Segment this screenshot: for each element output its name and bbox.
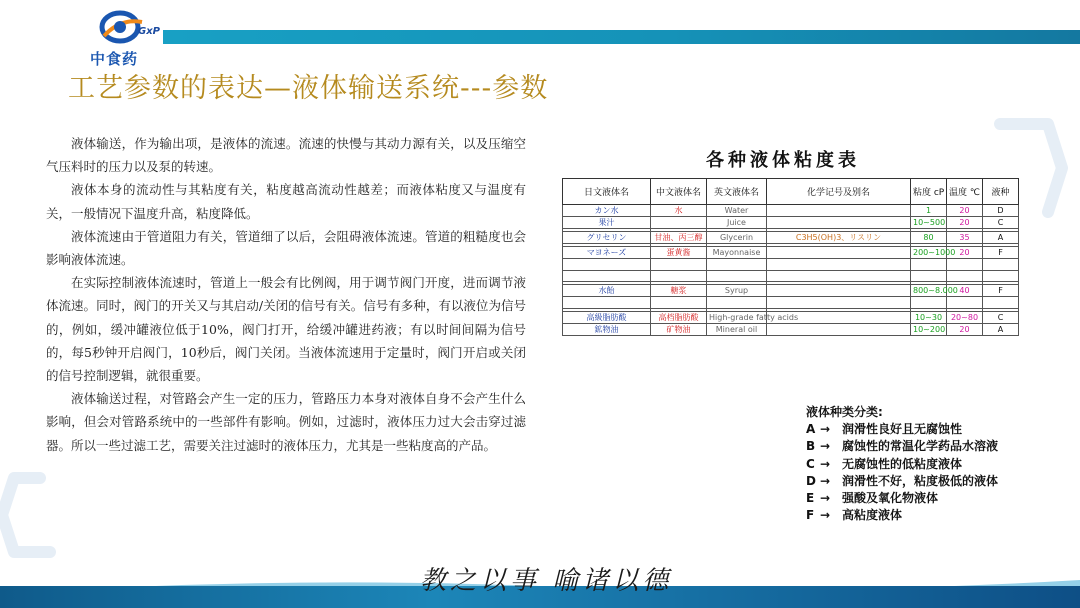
table-cell-kind: F (983, 285, 1019, 297)
arrow-right-icon: → (820, 439, 831, 454)
arrow-right-icon: → (820, 491, 831, 506)
table-cell-kind (983, 270, 1019, 282)
paragraph: 液体本身的流动性与其粘度有关，粘度越高流动性越差；而液体粘度又与温度有关，一般情况下温度升高，粘度降低。 (46, 182, 526, 221)
legend-key: E (806, 491, 815, 506)
table-cell-vis: 1 (911, 205, 947, 217)
table-cell-cn: 糖浆 (651, 285, 707, 297)
table-cell-kind: A (983, 323, 1019, 335)
table-cell-chem (767, 259, 911, 271)
col-header: 液种 (983, 179, 1019, 205)
table-row (563, 247, 1019, 259)
table-cell-cn: 高档脂肪酸 (651, 311, 707, 323)
table-cell-temp (947, 270, 983, 282)
table-cell-kind (983, 259, 1019, 271)
table-cell-en (707, 270, 767, 282)
table-row (563, 323, 1019, 335)
logo-gxp-text: GxP (138, 26, 160, 37)
arrow-right-icon: → (820, 473, 831, 488)
table-cell-chem: C3H5(OH)3、リスリン (767, 232, 911, 244)
legend-desc: 高粘度液体 (842, 508, 903, 523)
table-cell-jp: マヨネーズ (563, 247, 651, 259)
col-header: 温度 ℃ (947, 179, 983, 205)
table-cell-chem (767, 205, 911, 217)
legend-desc: 强酸及氧化物液体 (842, 491, 939, 506)
table-cell-temp: 20 (947, 205, 983, 217)
table-cell-temp (947, 259, 983, 271)
table-cell-en: Juice (707, 217, 767, 229)
legend-item (806, 507, 998, 524)
table-cell-vis: 10~200 (911, 323, 947, 335)
table-cell-jp: 高級脂肪酸 (563, 311, 651, 323)
table-row (563, 232, 1019, 244)
table-cell-kind: F (983, 247, 1019, 259)
table-cell-en: Glycerin (707, 232, 767, 244)
table-cell-temp: 35 (947, 232, 983, 244)
arrow-right-icon: → (820, 456, 831, 471)
legend-key: F (806, 508, 815, 523)
table-row (563, 285, 1019, 297)
table-cell-chem (767, 323, 911, 335)
table-row (563, 297, 1019, 309)
table-cell-cn: 甘油、丙三醇 (651, 232, 707, 244)
legend-desc: 无腐蚀性的低粘度液体 (842, 456, 963, 471)
table-cell-en: Water (707, 205, 767, 217)
paragraph: 在实际控制液体流速时，管道上一般会有比例阀，用于调节阀门开度，进而调节液体流速。同时，阀门的开关又与其启动/关闭的信号有关。信号有多种，有以液位为信号的，例如，缓冲罐液位低于10%，阀门打开，给缓冲罐进药液；有以时间间隔为信号的，每5秒钟开启阀门，10秒后，阀门关闭。当液体流速用于定量时，阀门开启或关闭的信号控制逻辑，就很重要。 (46, 275, 526, 384)
table-cell-kind: D (983, 205, 1019, 217)
table-cell-jp (563, 259, 651, 271)
legend-item (806, 473, 998, 490)
table-cell-jp: グリセリン (563, 232, 651, 244)
table-cell-temp: 20 (947, 323, 983, 335)
table-cell-kind (983, 297, 1019, 309)
table-cell-jp (563, 297, 651, 309)
table-title: 各种液体粘度表 (706, 150, 860, 171)
table-cell-kind: C (983, 217, 1019, 229)
table-cell-en: Mayonnaise (707, 247, 767, 259)
paragraph: 液体输送，作为输出项，是液体的流速。流速的快慢与其动力源有关，以及压缩空气压料时的压力以及泵的转速。 (46, 136, 526, 175)
liquid-type-legend (806, 404, 998, 524)
table-cell-en (707, 259, 767, 271)
table-row (563, 205, 1019, 217)
table-cell-temp (947, 297, 983, 309)
table-cell-temp: 40 (947, 285, 983, 297)
legend-desc: 润滑性不好，粘度极低的液体 (842, 473, 999, 488)
page-title: 工艺参数的表达—液体输送系统---参数 (68, 73, 549, 104)
legend-key: B (806, 439, 816, 454)
table-cell-cn (651, 217, 707, 229)
table-cell-cn (651, 297, 707, 309)
table-cell-chem (767, 297, 911, 309)
col-header: 中文液体名 (651, 179, 707, 205)
table-cell-jp (563, 270, 651, 282)
table-cell-en: Syrup (707, 285, 767, 297)
table-cell-jp: 鉱物油 (563, 323, 651, 335)
table-cell-chem (767, 247, 911, 259)
table-cell-vis: 10~500 (911, 217, 947, 229)
legend-key: A (806, 422, 816, 437)
table-cell-vis (911, 297, 947, 309)
legend-desc: 润滑性良好且无腐蚀性 (842, 422, 963, 437)
table-cell-jp: 水飴 (563, 285, 651, 297)
table-cell-cn: 蛋黄酱 (651, 247, 707, 259)
body-text (46, 132, 526, 457)
table-header-row (563, 179, 1019, 205)
legend-item (806, 421, 998, 438)
table-cell-vis (911, 270, 947, 282)
col-header: 化学记号及别名 (767, 179, 911, 205)
legend-item (806, 456, 998, 473)
table-row (563, 217, 1019, 229)
table-cell-vis: 200~1000 (911, 247, 947, 259)
table-cell-en: High-grade fatty acids (707, 311, 767, 323)
table-cell-chem (767, 270, 911, 282)
legend-desc: 腐蚀性的常温化学药品水溶液 (842, 439, 999, 454)
table-row (563, 259, 1019, 271)
table-cell-kind: C (983, 311, 1019, 323)
table-cell-temp: 20 (947, 217, 983, 229)
table-cell-vis: 80 (911, 232, 947, 244)
paragraph: 液体输送过程，对管路会产生一定的压力，管路压力本身对液体自身不会产生什么影响，但会对管路系统中的一些部件有影响。例如，过滤时，液体压力过大会击穿过滤器。所以一些过滤工艺，需要关注过滤时的液体压力，尤其是一些粘度高的产品。 (46, 391, 526, 453)
legend-key: D (806, 473, 816, 488)
table-cell-cn (651, 270, 707, 282)
paragraph: 液体流速由于管道阻力有关，管道细了以后，会阻碍液体流速。管道的粗糙度也会影响液体流速。 (46, 228, 526, 268)
arrow-right-icon: → (820, 422, 831, 437)
table-cell-chem (767, 285, 911, 297)
table-cell-temp: 20~80 (947, 311, 983, 323)
legend-title: 液体种类分类: (806, 405, 883, 419)
col-header: 英文液体名 (707, 179, 767, 205)
header-bar (163, 30, 1080, 44)
table-row (563, 311, 1019, 323)
table-cell-vis (911, 259, 947, 271)
table-cell-temp: 20 (947, 247, 983, 259)
table-cell-cn (651, 259, 707, 271)
legend-key: C (806, 456, 815, 471)
table-cell-jp: カン水 (563, 205, 651, 217)
table-cell-en: Mineral oil (707, 323, 767, 335)
deco-ring-left-icon (0, 470, 80, 560)
table-cell-vis: 800~8.000 (911, 285, 947, 297)
table-cell-en (707, 297, 767, 309)
viscosity-table (562, 178, 1019, 336)
table-row (563, 270, 1019, 282)
footer-motto: 教之以事 喻诸以德 (420, 566, 673, 596)
legend-item (806, 438, 998, 455)
arrow-right-icon: → (820, 508, 831, 523)
col-header: 日文液体名 (563, 179, 651, 205)
logo-name: 中食药 (90, 50, 139, 68)
table-cell-cn: 矿物油 (651, 323, 707, 335)
table-cell-vis: 10~30 (911, 311, 947, 323)
table-cell-jp: 果汁 (563, 217, 651, 229)
legend-item (806, 490, 998, 507)
col-header: 粘度 cP (911, 179, 947, 205)
table-cell-chem (767, 217, 911, 229)
table-cell-kind: A (983, 232, 1019, 244)
company-logo (90, 8, 170, 70)
table-cell-cn: 水 (651, 205, 707, 217)
